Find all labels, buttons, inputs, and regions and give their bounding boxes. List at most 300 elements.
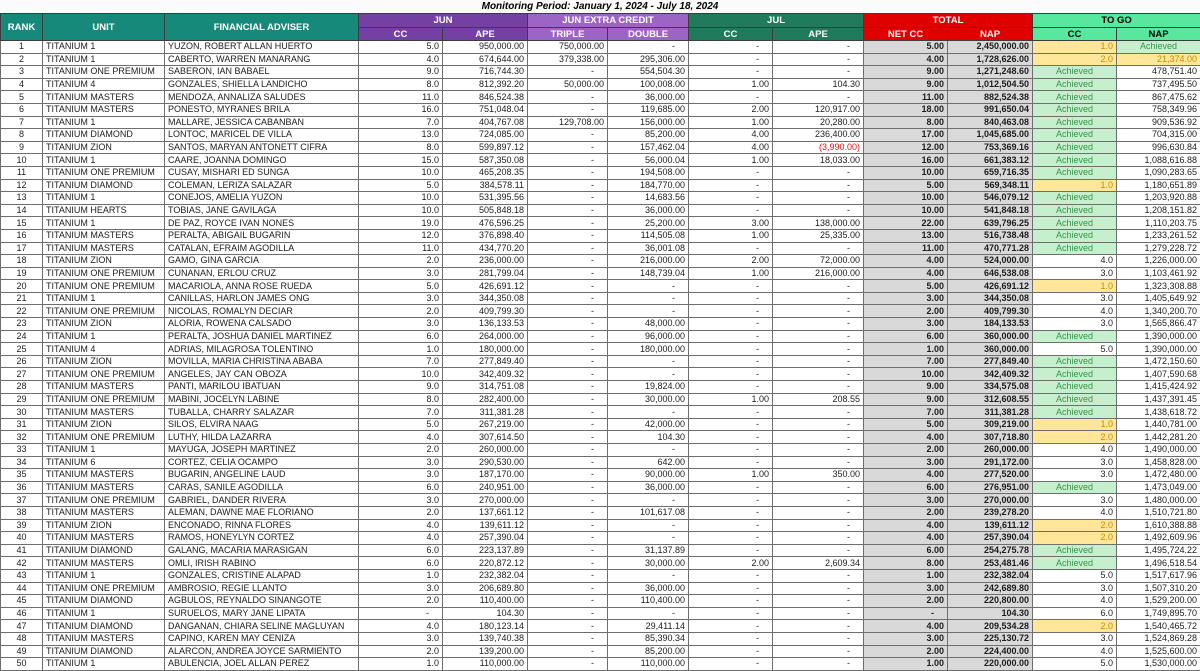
- cell-double[interactable]: 148,739.04: [608, 267, 689, 280]
- cell-nap[interactable]: 224,400.00: [948, 645, 1033, 658]
- cell-double[interactable]: 157,462.04: [608, 141, 689, 154]
- cell-jun_ape[interactable]: 223,137.89: [443, 544, 528, 557]
- cell-togo_cc[interactable]: 5.0: [1033, 658, 1117, 671]
- cell-rank[interactable]: 43: [1, 569, 43, 582]
- cell-rank[interactable]: 31: [1, 418, 43, 431]
- cell-togo_nap[interactable]: 1,510,721.80: [1117, 506, 1200, 519]
- cell-togo_cc[interactable]: 2.0: [1033, 519, 1117, 532]
- cell-adviser[interactable]: CONEJOS, AMELIA YUZON: [165, 192, 359, 205]
- cell-jun_ape[interactable]: 206,689.80: [443, 582, 528, 595]
- cell-nap[interactable]: 342,409.32: [948, 368, 1033, 381]
- cell-rank[interactable]: 24: [1, 330, 43, 343]
- cell-double[interactable]: 156,000.00: [608, 116, 689, 129]
- cell-togo_nap[interactable]: 1,390,000.00: [1117, 330, 1200, 343]
- cell-togo_cc[interactable]: 3.0: [1033, 456, 1117, 469]
- cell-adviser[interactable]: DANGANAN, CHIARA SELINE MAGLUYAN: [165, 620, 359, 633]
- cell-jun_ape[interactable]: 531,395.56: [443, 192, 528, 205]
- cell-jul_cc[interactable]: -: [689, 632, 773, 645]
- cell-double[interactable]: 104.30: [608, 431, 689, 444]
- cell-double[interactable]: 19,824.00: [608, 381, 689, 394]
- cell-jul_cc[interactable]: -: [689, 444, 773, 457]
- cell-unit[interactable]: TITANIUM 1: [43, 41, 165, 54]
- cell-togo_nap[interactable]: 704,315.00: [1117, 129, 1200, 142]
- cell-jun_cc[interactable]: 4.0: [359, 53, 443, 66]
- cell-togo_nap[interactable]: 1,524,869.28: [1117, 632, 1200, 645]
- cell-jul_cc[interactable]: -: [689, 544, 773, 557]
- cell-adviser[interactable]: ALEMAN, DAWNE MAE FLORIANO: [165, 506, 359, 519]
- cell-net_cc[interactable]: 8.00: [864, 557, 948, 570]
- cell-double[interactable]: 85,200.00: [608, 129, 689, 142]
- cell-togo_nap[interactable]: 1,442,281.20: [1117, 431, 1200, 444]
- cell-adviser[interactable]: ANGELES, JAY CAN OBOZA: [165, 368, 359, 381]
- cell-jun_cc[interactable]: -: [359, 607, 443, 620]
- cell-jun_ape[interactable]: 110,000.00: [443, 658, 528, 671]
- cell-adviser[interactable]: BUGARIN, ANGELINE LAUD: [165, 469, 359, 482]
- cell-net_cc[interactable]: 16.00: [864, 154, 948, 167]
- cell-jun_cc[interactable]: 11.0: [359, 91, 443, 104]
- cell-togo_cc[interactable]: Achieved: [1033, 368, 1117, 381]
- cell-jul_cc[interactable]: -: [689, 91, 773, 104]
- cell-triple[interactable]: -: [528, 330, 608, 343]
- cell-nap[interactable]: 639,796.25: [948, 217, 1033, 230]
- cell-adviser[interactable]: PERALTA, JOSHUA DANIEL MARTINEZ: [165, 330, 359, 343]
- cell-jun_ape[interactable]: 751,048.04: [443, 103, 528, 116]
- cell-unit[interactable]: TITANIUM MASTERS: [43, 229, 165, 242]
- cell-togo_cc[interactable]: Achieved: [1033, 129, 1117, 142]
- cell-togo_nap[interactable]: 1,440,781.00: [1117, 418, 1200, 431]
- cell-adviser[interactable]: OMLI, IRISH RABINO: [165, 557, 359, 570]
- cell-togo_cc[interactable]: 2.0: [1033, 620, 1117, 633]
- cell-togo_cc[interactable]: 4.0: [1033, 645, 1117, 658]
- cell-jun_ape[interactable]: 376,898.40: [443, 229, 528, 242]
- cell-double[interactable]: -: [608, 444, 689, 457]
- cell-jun_cc[interactable]: 6.0: [359, 481, 443, 494]
- cell-net_cc[interactable]: 5.00: [864, 280, 948, 293]
- subheader-net-cc[interactable]: NET CC: [864, 28, 948, 41]
- cell-jun_ape[interactable]: 220,872.12: [443, 557, 528, 570]
- cell-jun_cc[interactable]: 7.0: [359, 116, 443, 129]
- cell-jul_ape[interactable]: -: [773, 431, 864, 444]
- cell-nap[interactable]: 344,350.08: [948, 292, 1033, 305]
- cell-jun_ape[interactable]: 290,530.00: [443, 456, 528, 469]
- cell-unit[interactable]: TITANIUM 1: [43, 607, 165, 620]
- cell-triple[interactable]: -: [528, 456, 608, 469]
- cell-rank[interactable]: 12: [1, 179, 43, 192]
- cell-jun_cc[interactable]: 12.0: [359, 229, 443, 242]
- cell-net_cc[interactable]: 4.00: [864, 469, 948, 482]
- cell-jun_cc[interactable]: 3.0: [359, 318, 443, 331]
- cell-unit[interactable]: TITANIUM ONE PREMIUM: [43, 393, 165, 406]
- cell-jul_ape[interactable]: -: [773, 179, 864, 192]
- cell-double[interactable]: -: [608, 368, 689, 381]
- cell-nap[interactable]: 307,718.80: [948, 431, 1033, 444]
- cell-rank[interactable]: 20: [1, 280, 43, 293]
- subheader-triple[interactable]: TRIPLE: [528, 28, 608, 41]
- cell-unit[interactable]: TITANIUM DIAMOND: [43, 620, 165, 633]
- cell-net_cc[interactable]: 11.00: [864, 242, 948, 255]
- cell-double[interactable]: 30,000.00: [608, 393, 689, 406]
- cell-jun_ape[interactable]: 812,392.20: [443, 78, 528, 91]
- cell-jun_cc[interactable]: 16.0: [359, 103, 443, 116]
- cell-jun_ape[interactable]: 950,000.00: [443, 41, 528, 54]
- cell-double[interactable]: -: [608, 532, 689, 545]
- cell-triple[interactable]: -: [528, 595, 608, 608]
- cell-jun_ape[interactable]: 311,381.28: [443, 406, 528, 419]
- cell-net_cc[interactable]: 2.00: [864, 444, 948, 457]
- cell-net_cc[interactable]: 8.00: [864, 116, 948, 129]
- cell-jul_cc[interactable]: 1.00: [689, 229, 773, 242]
- cell-jul_ape[interactable]: -: [773, 418, 864, 431]
- cell-jun_cc[interactable]: 7.0: [359, 355, 443, 368]
- cell-double[interactable]: 554,504.30: [608, 66, 689, 79]
- cell-double[interactable]: 36,000.00: [608, 204, 689, 217]
- cell-jun_ape[interactable]: 426,691.12: [443, 280, 528, 293]
- cell-jul_cc[interactable]: -: [689, 305, 773, 318]
- cell-jul_cc[interactable]: -: [689, 406, 773, 419]
- cell-nap[interactable]: 239,278.20: [948, 506, 1033, 519]
- cell-unit[interactable]: TITANIUM MASTERS: [43, 91, 165, 104]
- cell-triple[interactable]: -: [528, 305, 608, 318]
- cell-adviser[interactable]: ALARCON, ANDREA JOYCE SARMIENTO: [165, 645, 359, 658]
- cell-nap[interactable]: 661,383.12: [948, 154, 1033, 167]
- cell-jun_ape[interactable]: 270,000.00: [443, 494, 528, 507]
- cell-adviser[interactable]: CATALAN, EFRAIM AGODILLA: [165, 242, 359, 255]
- cell-jul_cc[interactable]: -: [689, 431, 773, 444]
- cell-togo_nap[interactable]: 1,530,000.00: [1117, 658, 1200, 671]
- cell-jun_ape[interactable]: 282,400.00: [443, 393, 528, 406]
- cell-unit[interactable]: TITANIUM 1: [43, 53, 165, 66]
- cell-jun_cc[interactable]: 3.0: [359, 292, 443, 305]
- cell-net_cc[interactable]: 4.00: [864, 255, 948, 268]
- cell-togo_cc[interactable]: Achieved: [1033, 406, 1117, 419]
- subheader-togo-nap[interactable]: NAP: [1117, 28, 1200, 41]
- cell-rank[interactable]: 28: [1, 381, 43, 394]
- cell-net_cc[interactable]: 18.00: [864, 103, 948, 116]
- cell-togo_nap[interactable]: 1,495,724.22: [1117, 544, 1200, 557]
- cell-double[interactable]: 114,505.08: [608, 229, 689, 242]
- cell-triple[interactable]: -: [528, 129, 608, 142]
- cell-togo_cc[interactable]: Achieved: [1033, 204, 1117, 217]
- cell-rank[interactable]: 3: [1, 66, 43, 79]
- cell-nap[interactable]: 524,000.00: [948, 255, 1033, 268]
- cell-unit[interactable]: TITANIUM MASTERS: [43, 103, 165, 116]
- cell-jun_cc[interactable]: 11.0: [359, 242, 443, 255]
- cell-double[interactable]: 642.00: [608, 456, 689, 469]
- cell-jul_cc[interactable]: -: [689, 355, 773, 368]
- cell-triple[interactable]: -: [528, 368, 608, 381]
- cell-net_cc[interactable]: 12.00: [864, 141, 948, 154]
- cell-rank[interactable]: 30: [1, 406, 43, 419]
- cell-net_cc[interactable]: 4.00: [864, 431, 948, 444]
- cell-nap[interactable]: 139,611.12: [948, 519, 1033, 532]
- cell-jul_cc[interactable]: -: [689, 292, 773, 305]
- cell-adviser[interactable]: SANTOS, MARYAN ANTONETT CIFRA: [165, 141, 359, 154]
- cell-triple[interactable]: 129,708.00: [528, 116, 608, 129]
- cell-jul_ape[interactable]: -: [773, 192, 864, 205]
- cell-adviser[interactable]: CAPINO, KAREN MAY CENIZA: [165, 632, 359, 645]
- cell-rank[interactable]: 36: [1, 481, 43, 494]
- cell-double[interactable]: -: [608, 607, 689, 620]
- cell-triple[interactable]: -: [528, 519, 608, 532]
- cell-triple[interactable]: -: [528, 217, 608, 230]
- cell-togo_cc[interactable]: 3.0: [1033, 469, 1117, 482]
- cell-unit[interactable]: TITANIUM MASTERS: [43, 469, 165, 482]
- cell-togo_cc[interactable]: Achieved: [1033, 381, 1117, 394]
- group-header-jul[interactable]: JUL: [689, 14, 864, 28]
- cell-nap[interactable]: 277,849.40: [948, 355, 1033, 368]
- cell-rank[interactable]: 16: [1, 229, 43, 242]
- cell-jul_ape[interactable]: 120,917.00: [773, 103, 864, 116]
- cell-rank[interactable]: 25: [1, 343, 43, 356]
- cell-adviser[interactable]: GONZALES, CRISTINE ALAPAD: [165, 569, 359, 582]
- cell-jul_cc[interactable]: 3.00: [689, 217, 773, 230]
- cell-jul_cc[interactable]: -: [689, 381, 773, 394]
- cell-togo_cc[interactable]: 1.0: [1033, 41, 1117, 54]
- cell-jul_cc[interactable]: 1.00: [689, 116, 773, 129]
- cell-net_cc[interactable]: 22.00: [864, 217, 948, 230]
- cell-net_cc[interactable]: 9.00: [864, 393, 948, 406]
- cell-triple[interactable]: -: [528, 318, 608, 331]
- cell-jul_cc[interactable]: 1.00: [689, 154, 773, 167]
- cell-jun_ape[interactable]: 137,661.12: [443, 506, 528, 519]
- cell-jul_cc[interactable]: -: [689, 280, 773, 293]
- cell-unit[interactable]: TITANIUM 1: [43, 217, 165, 230]
- cell-adviser[interactable]: YUZON, ROBERT ALLAN HUERTO: [165, 41, 359, 54]
- group-header-total[interactable]: TOTAL: [864, 14, 1033, 28]
- cell-jun_cc[interactable]: 5.0: [359, 280, 443, 293]
- cell-togo_nap[interactable]: 1,472,480.00: [1117, 469, 1200, 482]
- cell-jun_ape[interactable]: 260,000.00: [443, 444, 528, 457]
- cell-togo_cc[interactable]: 4.0: [1033, 305, 1117, 318]
- cell-togo_cc[interactable]: 4.0: [1033, 255, 1117, 268]
- cell-double[interactable]: 110,400.00: [608, 595, 689, 608]
- cell-jun_cc[interactable]: 1.0: [359, 658, 443, 671]
- cell-togo_cc[interactable]: Achieved: [1033, 330, 1117, 343]
- cell-net_cc[interactable]: 7.00: [864, 406, 948, 419]
- cell-togo_cc[interactable]: Achieved: [1033, 166, 1117, 179]
- cell-nap[interactable]: 277,520.00: [948, 469, 1033, 482]
- cell-jun_cc[interactable]: 6.0: [359, 557, 443, 570]
- cell-jun_ape[interactable]: 599,897.12: [443, 141, 528, 154]
- cell-double[interactable]: 90,000.00: [608, 469, 689, 482]
- cell-jun_cc[interactable]: 8.0: [359, 78, 443, 91]
- cell-nap[interactable]: 541,848.18: [948, 204, 1033, 217]
- cell-jun_cc[interactable]: 10.0: [359, 368, 443, 381]
- col-header-financial-adviser[interactable]: FINANCIAL ADVISER: [165, 14, 359, 41]
- cell-double[interactable]: -: [608, 305, 689, 318]
- cell-jun_ape[interactable]: 180,000.00: [443, 343, 528, 356]
- cell-jun_cc[interactable]: 5.0: [359, 179, 443, 192]
- cell-jul_cc[interactable]: 1.00: [689, 393, 773, 406]
- cell-adviser[interactable]: NICOLAS, ROMALYN DECIAR: [165, 305, 359, 318]
- cell-unit[interactable]: TITANIUM ONE PREMIUM: [43, 431, 165, 444]
- cell-jun_cc[interactable]: 10.0: [359, 166, 443, 179]
- cell-adviser[interactable]: SURUELOS, MARY JANE LIPATA: [165, 607, 359, 620]
- cell-togo_cc[interactable]: 3.0: [1033, 267, 1117, 280]
- cell-togo_cc[interactable]: Achieved: [1033, 192, 1117, 205]
- cell-togo_cc[interactable]: 3.0: [1033, 318, 1117, 331]
- cell-togo_nap[interactable]: 1,437,391.45: [1117, 393, 1200, 406]
- cell-togo_nap[interactable]: 1,103,461.92: [1117, 267, 1200, 280]
- cell-adviser[interactable]: PONESTO, MYRANES BRILA: [165, 103, 359, 116]
- cell-adviser[interactable]: CUSAY, MISHARI ED SUNGA: [165, 166, 359, 179]
- cell-triple[interactable]: -: [528, 557, 608, 570]
- cell-jul_ape[interactable]: -: [773, 595, 864, 608]
- cell-togo_cc[interactable]: 5.0: [1033, 343, 1117, 356]
- cell-jul_ape[interactable]: -: [773, 494, 864, 507]
- cell-net_cc[interactable]: 5.00: [864, 41, 948, 54]
- cell-jun_cc[interactable]: 7.0: [359, 406, 443, 419]
- cell-rank[interactable]: 46: [1, 607, 43, 620]
- cell-nap[interactable]: 312,608.55: [948, 393, 1033, 406]
- cell-adviser[interactable]: LONTOC, MARICEL DE VILLA: [165, 129, 359, 142]
- cell-unit[interactable]: TITANIUM ZION: [43, 418, 165, 431]
- cell-double[interactable]: 36,001.08: [608, 242, 689, 255]
- cell-adviser[interactable]: CABERTO, WARREN MANARANG: [165, 53, 359, 66]
- cell-net_cc[interactable]: 4.00: [864, 620, 948, 633]
- cell-unit[interactable]: TITANIUM MASTERS: [43, 532, 165, 545]
- cell-net_cc[interactable]: 2.00: [864, 506, 948, 519]
- cell-jul_ape[interactable]: -: [773, 330, 864, 343]
- cell-triple[interactable]: -: [528, 229, 608, 242]
- cell-togo_cc[interactable]: 6.0: [1033, 607, 1117, 620]
- group-header-jun-extra-credit[interactable]: JUN EXTRA CREDIT: [528, 14, 689, 28]
- cell-togo_nap[interactable]: 1,517,617.96: [1117, 569, 1200, 582]
- cell-adviser[interactable]: GABRIEL, DANDER RIVERA: [165, 494, 359, 507]
- cell-net_cc[interactable]: 4.00: [864, 267, 948, 280]
- group-header-jun[interactable]: JUN: [359, 14, 528, 28]
- cell-unit[interactable]: TITANIUM 1: [43, 330, 165, 343]
- cell-jun_ape[interactable]: 277,849.40: [443, 355, 528, 368]
- cell-adviser[interactable]: CARAS, SANILE AGODILLA: [165, 481, 359, 494]
- cell-togo_nap[interactable]: 1,473,049.00: [1117, 481, 1200, 494]
- cell-rank[interactable]: 8: [1, 129, 43, 142]
- cell-jun_cc[interactable]: 10.0: [359, 192, 443, 205]
- cell-rank[interactable]: 15: [1, 217, 43, 230]
- cell-togo_nap[interactable]: Achieved: [1117, 41, 1200, 54]
- cell-togo_nap[interactable]: 1,110,203.75: [1117, 217, 1200, 230]
- cell-double[interactable]: 48,000.00: [608, 318, 689, 331]
- cell-jun_ape[interactable]: 434,770.20: [443, 242, 528, 255]
- subheader-jul-cc[interactable]: CC: [689, 28, 773, 41]
- cell-unit[interactable]: TITANIUM DIAMOND: [43, 544, 165, 557]
- cell-net_cc[interactable]: 6.00: [864, 481, 948, 494]
- cell-adviser[interactable]: PERALTA, ABIGAIL BUGARIN: [165, 229, 359, 242]
- cell-net_cc[interactable]: 3.00: [864, 456, 948, 469]
- cell-jun_cc[interactable]: 8.0: [359, 141, 443, 154]
- cell-triple[interactable]: -: [528, 66, 608, 79]
- cell-rank[interactable]: 6: [1, 103, 43, 116]
- cell-nap[interactable]: 311,381.28: [948, 406, 1033, 419]
- cell-triple[interactable]: -: [528, 418, 608, 431]
- cell-jul_ape[interactable]: -: [773, 519, 864, 532]
- cell-triple[interactable]: -: [528, 179, 608, 192]
- cell-jul_ape[interactable]: -: [773, 645, 864, 658]
- cell-jun_ape[interactable]: 384,578.11: [443, 179, 528, 192]
- cell-adviser[interactable]: TOBIAS, JANE GAVILAGA: [165, 204, 359, 217]
- cell-jul_cc[interactable]: -: [689, 204, 773, 217]
- cell-adviser[interactable]: MACARIOLA, ANNA ROSE RUEDA: [165, 280, 359, 293]
- cell-jun_ape[interactable]: 139,740.38: [443, 632, 528, 645]
- cell-jul_ape[interactable]: -: [773, 242, 864, 255]
- cell-net_cc[interactable]: -: [864, 607, 948, 620]
- cell-unit[interactable]: TITANIUM 1: [43, 658, 165, 671]
- cell-adviser[interactable]: MOVILLA, MARIA CHRISTINA ABABA: [165, 355, 359, 368]
- cell-togo_cc[interactable]: Achieved: [1033, 141, 1117, 154]
- cell-togo_nap[interactable]: 1,390,000.00: [1117, 343, 1200, 356]
- cell-jun_cc[interactable]: 2.0: [359, 444, 443, 457]
- cell-jun_ape[interactable]: 110,400.00: [443, 595, 528, 608]
- cell-nap[interactable]: 1,012,504.50: [948, 78, 1033, 91]
- cell-net_cc[interactable]: 10.00: [864, 204, 948, 217]
- cell-togo_cc[interactable]: Achieved: [1033, 229, 1117, 242]
- cell-rank[interactable]: 29: [1, 393, 43, 406]
- cell-togo_nap[interactable]: 1,340,200.70: [1117, 305, 1200, 318]
- cell-nap[interactable]: 1,728,626.00: [948, 53, 1033, 66]
- cell-rank[interactable]: 32: [1, 431, 43, 444]
- cell-jul_ape[interactable]: -: [773, 368, 864, 381]
- cell-jul_cc[interactable]: -: [689, 242, 773, 255]
- cell-nap[interactable]: 470,771.28: [948, 242, 1033, 255]
- cell-jun_ape[interactable]: 240,951.00: [443, 481, 528, 494]
- cell-jun_cc[interactable]: 5.0: [359, 418, 443, 431]
- cell-jul_cc[interactable]: -: [689, 368, 773, 381]
- cell-jul_ape[interactable]: -: [773, 456, 864, 469]
- cell-unit[interactable]: TITANIUM DIAMOND: [43, 595, 165, 608]
- cell-jul_ape[interactable]: -: [773, 280, 864, 293]
- cell-jul_cc[interactable]: -: [689, 66, 773, 79]
- cell-net_cc[interactable]: 3.00: [864, 632, 948, 645]
- cell-unit[interactable]: TITANIUM ONE PREMIUM: [43, 305, 165, 318]
- cell-double[interactable]: 36,000.00: [608, 481, 689, 494]
- cell-rank[interactable]: 49: [1, 645, 43, 658]
- cell-jul_cc[interactable]: -: [689, 569, 773, 582]
- cell-togo_nap[interactable]: 1,472,150.60: [1117, 355, 1200, 368]
- cell-double[interactable]: 96,000.00: [608, 330, 689, 343]
- cell-togo_nap[interactable]: 1,279,228.72: [1117, 242, 1200, 255]
- cell-jun_cc[interactable]: 2.0: [359, 595, 443, 608]
- cell-triple[interactable]: -: [528, 582, 608, 595]
- cell-net_cc[interactable]: 5.00: [864, 179, 948, 192]
- cell-unit[interactable]: TITANIUM 1: [43, 292, 165, 305]
- cell-double[interactable]: -: [608, 406, 689, 419]
- cell-nap[interactable]: 242,689.80: [948, 582, 1033, 595]
- cell-jul_ape[interactable]: -: [773, 506, 864, 519]
- cell-double[interactable]: -: [608, 280, 689, 293]
- group-header-to-go[interactable]: TO GO: [1033, 14, 1200, 28]
- cell-nap[interactable]: 253,481.46: [948, 557, 1033, 570]
- cell-jul_cc[interactable]: -: [689, 506, 773, 519]
- cell-double[interactable]: 42,000.00: [608, 418, 689, 431]
- cell-jun_cc[interactable]: 8.0: [359, 393, 443, 406]
- cell-adviser[interactable]: ALORIA, ROWENA CALSADO: [165, 318, 359, 331]
- cell-unit[interactable]: TITANIUM 1: [43, 116, 165, 129]
- cell-jun_ape[interactable]: 232,382.04: [443, 569, 528, 582]
- cell-jun_cc[interactable]: 9.0: [359, 66, 443, 79]
- cell-jul_ape[interactable]: -: [773, 381, 864, 394]
- cell-rank[interactable]: 5: [1, 91, 43, 104]
- cell-jun_ape[interactable]: 674,644.00: [443, 53, 528, 66]
- cell-rank[interactable]: 40: [1, 532, 43, 545]
- cell-unit[interactable]: TITANIUM MASTERS: [43, 481, 165, 494]
- cell-net_cc[interactable]: 1.00: [864, 343, 948, 356]
- cell-jun_ape[interactable]: 264,000.00: [443, 330, 528, 343]
- cell-rank[interactable]: 26: [1, 355, 43, 368]
- cell-togo_cc[interactable]: Achieved: [1033, 544, 1117, 557]
- cell-togo_cc[interactable]: 5.0: [1033, 569, 1117, 582]
- cell-jul_ape[interactable]: -: [773, 292, 864, 305]
- cell-jul_cc[interactable]: -: [689, 318, 773, 331]
